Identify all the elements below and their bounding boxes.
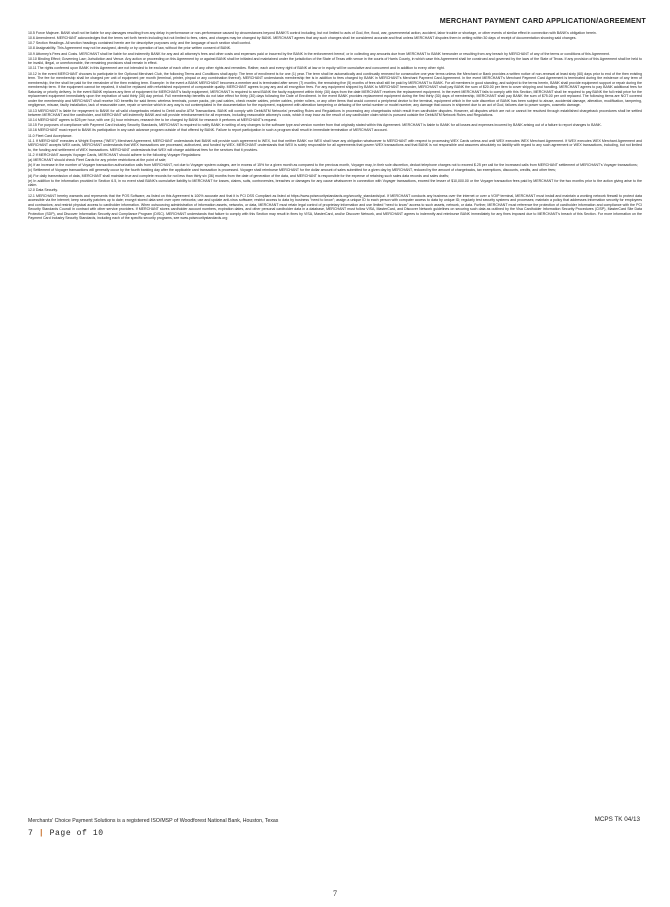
footer-page-of-total: Page of 10 — [49, 829, 104, 838]
document-paragraph: 10.8 Assignability. This Agreement may not be assigned, directly or by operation of law, without the prior written consent of BANK. — [28, 46, 232, 51]
document-paragraph: (a) MERCHANT should check Fleet Cards for any printer restrictions at the point of sale; — [28, 158, 167, 163]
footer-form-code: MCPS TK 04/13 — [594, 816, 640, 823]
document-paragraph: 10.12 In the event MERCHANT chooses to participate in the Optional Merchant Club, the following Terms and Conditions shall apply: The term of enrollment is for one (1) year. The term shall be automatically and continually renewed for consecutive one year terms unless the Merchant or Bank provides a written notice of non-renewal at least sixty (60) days prior to end of the then existing term. The fee for membership shall be charged per unit of equipment per month (terminal, printer, pinpad or any combination thereof). MERCHANT understands membership fee is in addition to fees charged by BANK in MERCHANT's Merchant Payment Card Agreement. In the event MERCHANT's Merchant Payment Card Agreement is terminated during the existence of any term of membership, the fee shall be paid for the remainder of the then existing term. Example: In the event a BANK MERCHANT becomes a member and is terminated after seven (7) months, the remaining five (5) months of fees shall still be paid by MERCHANT to BANK. For all members in good standing, and subject to the terms herein, BANK shall provide equipment support or repair during the membership term. If the equipment cannot be repaired, it shall be replaced with refurbished equipment of comparable quality. MERCHANT agrees to pay any and all encryption fees. For any equipment shipped by BANK to MERCHANT hereunder, MERCHANT shall pay BANK the sum of $20.00 per item to cover shipping and handling. MERCHANT agrees to pay BANK additional fees for Saturday or priority delivery. In the event BANK replaces any item of equipment for MERCHANT's faulty equipment, MERCHANT is required to send BANK the faulty equipment within thirty (30) days from the date MERCHANT receives the replacement equipment. In the event MERCHANT fails to comply with this Section, MERCHANT shall be required to pay BANK the full retail price for the replacement equipment immediately upon the expiration of said thirty (30) day period. Full membership benefits do not take effect for thirty (30) days following the Date of Enrollment. In the event BANK provides replacement equipment during the first thirty (30) days of membership, MERCHANT shall pay BANK the sum of $75.00 per unit replaced. The following items are NOT covered under the membership and MERCHANT shall receive NO benefits for said items: wireless terminals, power packs, pin pad cables, check reader cables, printer cables, printer rollers, or any other items that would connect a peripheral device to the terminal, equipment which in the sole discretion of BANK has been subject to abuse, accidental damage, alteration, modification, tampering, negligence, misuse, faulty installation, lack of reasonable care, repair or service which in any way is not contemplated in the documentation for the equipment, equipment with alteration tampering or defacing of the serial number or model number, any damage that occurs in shipment due to an act of God, failures due to power surges, cosmetic damage. — [28, 71, 642, 108]
document-paragraph: 10.9 Attorney's Fees and Costs. MERCHANT shall be liable for and indemnify BANK for any and all attorney's fees and other costs and expenses paid or incurred by the BANK in the enforcement hereof, or in collecting any amounts due from MERCHANT to BANK hereunder or resulting from any breach by MERCHANT of any of the terms or conditions of this Agreement. — [28, 51, 610, 56]
document-paragraph: 10.10 Binding Effect; Governing Law; Jurisdiction and Venue. Any action or proceeding on this Agreement by or against BANK shall be initiated and maintained under the jurisdiction of the State of Texas with venue in the courts of Harris County, in which case this Agreement shall be construed and governed by the laws of the State of Texas. If any provision of this Agreement shall be held to be invalid, illegal, or unenforceable, the remaining provisions shall remain in effect. — [28, 56, 642, 66]
document-paragraph: (b) If an increase in the number of Voyager transaction authorization calls from MERCHANT, not due to Voyager system outages, are in excess of 15% for a given month as compared to the previous month, Voyager may, in their sole discretion, deduct telephone charges not to exceed $.25 per call for the increased calls from MERCHANT settlement of MERCHANT's Voyager transactions; — [28, 163, 638, 168]
document-paragraph: (e) In addition to the information provided in Section 6.5, in no event shall BANK's cumulative liability to MERCHANT for losses, claims, suits, controversies, breaches or damages for any cause whatsoever in connection with Voyager transactions, exceed the lesser of $10,000.00 or the Voyager transaction fees paid by MERCHANT for the two months prior to the action giving arise to the claim. — [28, 178, 642, 188]
document-paragraph: 10.15 For purposes of compliance with Payment Card Industry Security Standards, MERCHANT is required to notify BANK in writing of any changes to the software type and version number from that originally stated within this Agreement. MERCHANT is liable to BANK for all losses and expenses incurred by BANK arising out of a failure to report changes to BANK. — [28, 123, 602, 128]
footer-page-number: 7 — [28, 829, 34, 838]
page-number: 7 — [333, 889, 337, 898]
document-title: MERCHANT PAYMENT CARD APPLICATION/AGREEMENT — [439, 16, 646, 25]
document-paragraph: 11.0 Fleet Card Acceptance. — [28, 133, 73, 138]
document-paragraph: 10.11 The rights conferred upon BANK in this Agreement are not intended to be exclusive of each other or of any other rights and remedies. Rather, each and every right of BANK at law or in equity will be cumulative and concurrent and in addition to every other right. — [28, 66, 445, 71]
document-paragraph: 11.2 If MERCHANT accepts Voyager Cards, MERCHANT should adhere to the following Voyager Regulations: — [28, 152, 202, 157]
document-body — [28, 31, 642, 476]
document-paragraph: 10.16 MERCHANT must report to BANK its participation in any cash advance program outside of that offered by BANK. Failure to report participation in such a program shall result in immediate termination of MERCHANT account. — [28, 128, 388, 133]
document-paragraph: 10.6 Amendment. MERCHANT acknowledges that the terms set forth herein including but not limited to fees, rates, and charges may be changed by BANK. MERCHANT agrees that any such changes shall be considered accurate and final unless MERCHANT disputes them in writing within 30 days of receipt of documentation showing said changes. — [28, 36, 577, 41]
footer-page-indicator — [28, 829, 104, 838]
document-paragraph: 10.5 Force Majeure. BANK shall not be liable for any damages resulting from any delay in performance or non-performance caused by circumstances beyond BANK'S control including, but not limited to acts of God, fire, flood, war, governmental action, accident, labor trouble or shortage, or other events of similar effect in connection with BANK's obligation herein. — [28, 31, 597, 35]
document-paragraph: (c) Settlement of Voyager transactions will generally occur by the fourth banking day after the applicable card transaction is processed. Voyager shall reimburse MERCHANT for the dollar amount of sales submitted for a given day by MERCHANT, reduced by the amount of chargebacks, tax exemptions, discounts, credits, and other fees; — [28, 168, 556, 173]
footer-separator: | — [38, 829, 45, 838]
document-paragraph: 10.7 Section Headings. All section headings contained herein are for descriptive purposes only, and the language of such section shall control. — [28, 41, 252, 46]
document-paragraph: 10.14 MERCHANT agrees to $25 per hour, with one (1) hour minimum, research fee to be charged by BANK for research it performs at MERCHANT's request. — [28, 118, 278, 123]
document-paragraph: 10.13 MERCHANT is liable for repayment to BANK for all valid chargebacks related to Debit and/or ATM Transactions. BANK will comply with Debit/ATM Networks' prevailing Rules and Regulations in processing any chargebacks which result from cardholder disputes. However, all disputes which are not or cannot be resolved through established chargeback procedures shall be settled between MERCHANT and the cardholder, and MERCHANT will indemnify BANK and will provide reimbursement for all expenses, including reasonable attorney's costs, which it may incur as the result of any cardholder claim which is pursued outside the Debit/ATM Network Rules and Regulations. — [28, 108, 642, 118]
document-paragraph: 12.1 MERCHANT hereby warrants and represents that the POS Software, as listed on this Agreement is 100% accurate and that it is PCI DSS Compliant as listed at https://www.pcisecuritystandards.org/security_standards/pa/. If MERCHANT conducts any business over the internet or over a VOIP terminal, MERCHANT must install and maintain a working network firewall to protect data accessible via the internet; keep security patches up to date; encrypt stored data sent over open networks; use and update anti-virus software; restrict access to data by business "need to know"; assign a unique ID to each person with computer access to data by unique ID; regularly test security systems and processes; maintain a policy that addresses information security for employees and contractors; and restrict physical access to cardholder information. When outsourcing administration of information assets, networks, or data, MERCHANT must retain legal control of proprietary information and use limited "need to know" access to such assets, network, or data. Further, MERCHANT must reference the protection of cardholder information and compliance with the PCI Security Standards Council in contract with other service providers. If MERCHANT stores cardholder account numbers, expiration dates, and other personal cardholder data in a database, MERCHANT must follow VISA, MasterCard, and Discover Network guidelines on securing such data as outlined by the Visa Cardholder Information Security Procedures (CISP), MasterCard Site Data Protection (SDP), and Discover Information Security and Compliance Program (DISC). MERCHANT understands that failure to comply with this Section may result in fines by VISA, MasterCard, and/or Discover Network, and MERCHANT agrees to indemnify and reimburse BANK immediately for any fines imposed due to MERCHANT's breach of this Section. For more information on the Payment Card Industry Security Standards, including each of the specific security programs, see www.pcisecuritystandards.org — [28, 193, 642, 221]
document-paragraph: 12.0 Data Security. — [28, 188, 58, 193]
document-paragraph: 11.1 If MERCHANT executes a Wright Express ("WEX") Merchant Agreement, MERCHANT understands that BANK will provide such agreement to WEX, but that neither BANK nor WEX shall have any obligation whatsoever to MERCHANT with respect to processing WEX Cards unless and until WEX executes WEX Merchant Agreement. If WEX executes WEX Merchant Agreement and MERCHANT accepts WEX cards, MERCHANT understands that WEX transactions are processed, authorized, and funded by WEX. MERCHANT understands that WEX is solely responsible for all agreements that govern WEX transactions and that BANK is not responsible and assumes absolutely no liability with regard to any such agreement or WEX transactions, including, but not limited to, the funding and settlement of WEX transactions. MERCHANT understands that WEX will charge additional fees for the services that it provides. — [28, 138, 642, 152]
document-paragraph: (d) For daily transmission of data, MERCHANT shall maintain true and complete records for not less than thirty six (36) months from the date of generation of the data, and MERCHANT is responsible for the expense of retaining such sales data records and sales drafts; — [28, 173, 449, 178]
footer-company-text: Merchants' Choice Payment Solutions is a registered ISO/MSP of Woodforest National Bank, Houston, Texas — [28, 818, 279, 824]
